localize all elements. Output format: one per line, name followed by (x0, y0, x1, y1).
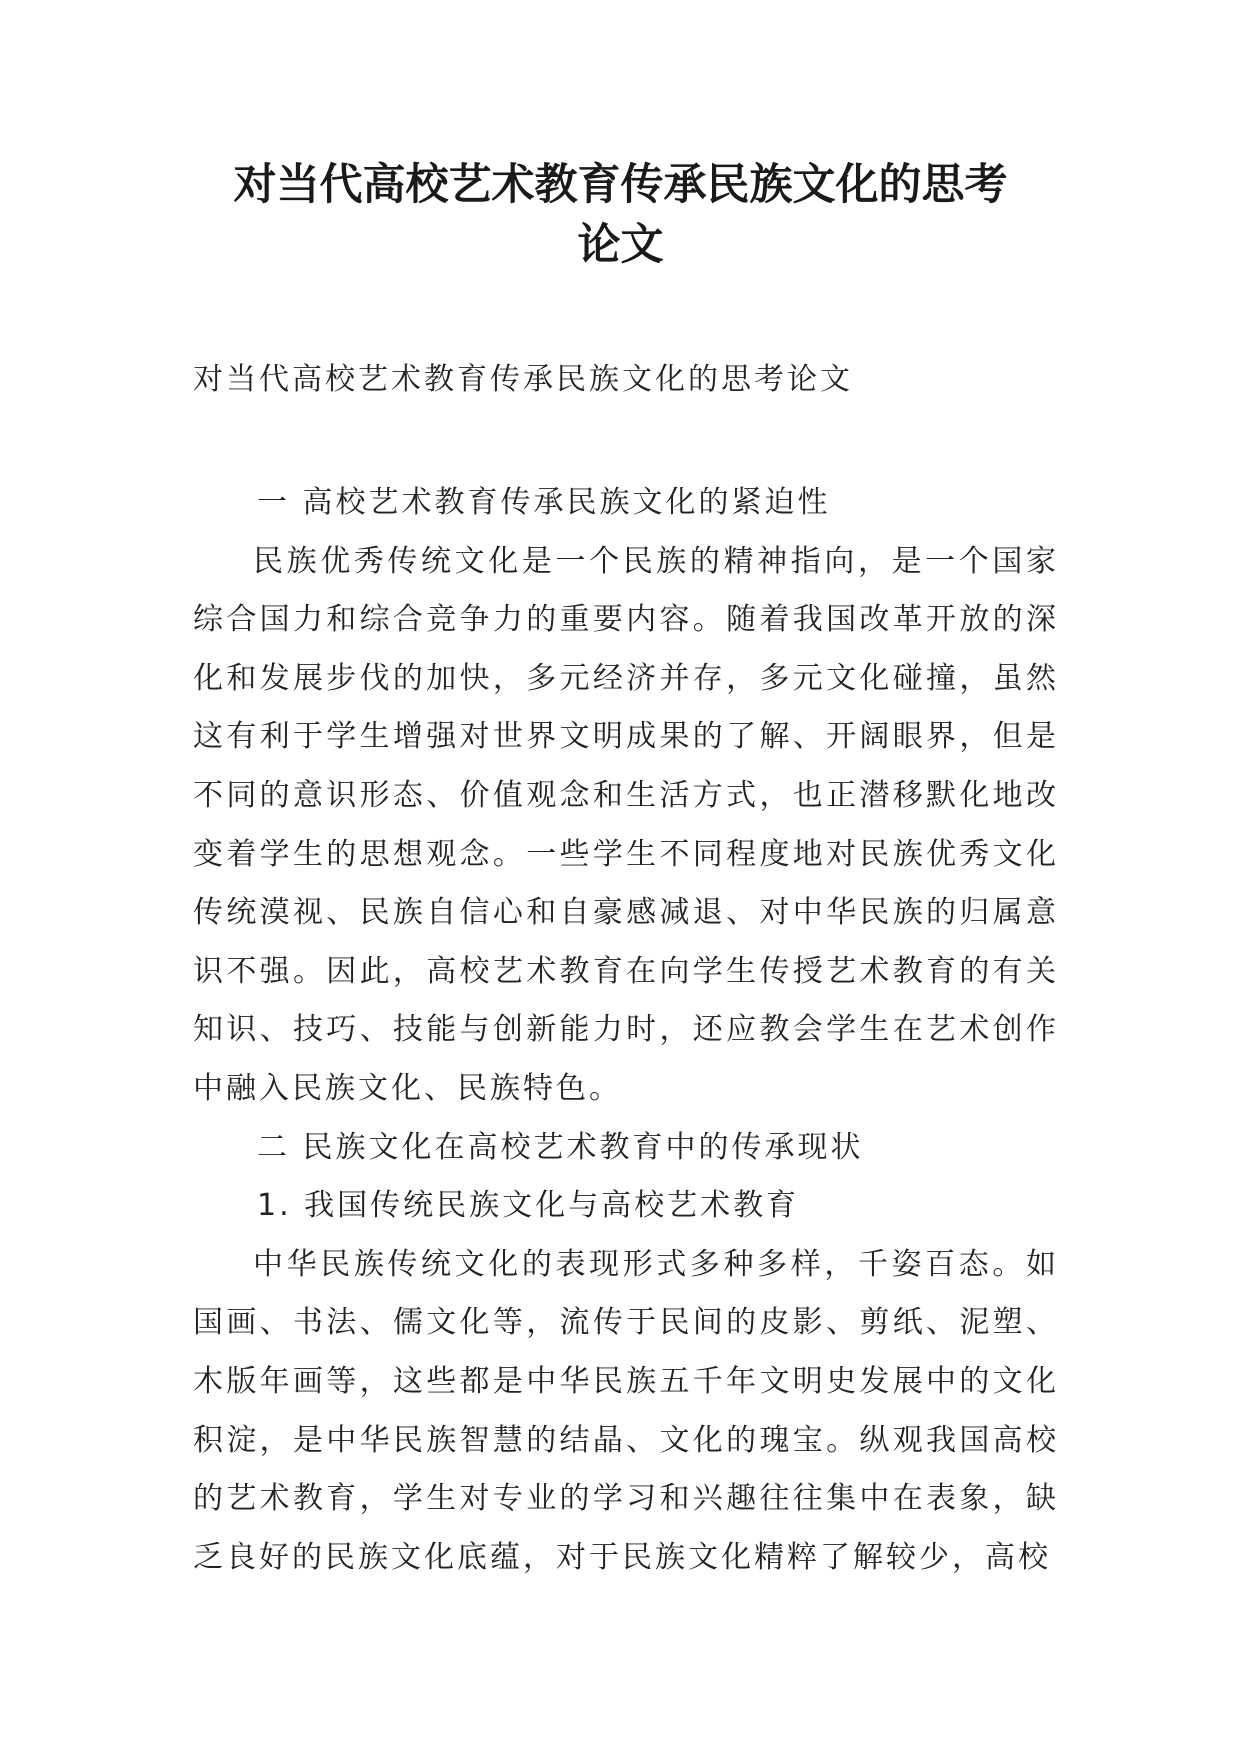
subsection-heading-2-1: 1. 我国传统民族文化与高校艺术教育 (257, 1188, 800, 1224)
section-heading-2: 二 民族文化在高校艺术教育中的传承现状 (257, 1129, 864, 1165)
section-heading-1: 一 高校艺术教育传承民族文化的紧迫性 (257, 485, 831, 520)
document-title-line1: 对当代高校艺术教育传承民族文化的思考 (233, 160, 1008, 210)
document-subtitle: 对当代高校艺术教育传承民族文化的思考论文 (193, 362, 853, 397)
document-body (193, 474, 1059, 1587)
document-title-line2: 论文 (577, 220, 664, 270)
paragraph-2: 中华民族传统文化的表现形式多种多样，千姿百态。如国画、书法、儒文化等，流传于民间的皮影、剪纸、泥塑、木版年画等，这些都是中华民族五千年文明史发展中的文化积淀，是中华民族智慧的结晶、文化的瑰宝。纵观我国高校的艺术教育，学生对专业的学习和兴趣往往集中在表象，缺乏良好的民族文化底蕴，对于民族文化精粹了解较少，高校 (193, 1246, 1059, 1575)
paragraph-1: 民族优秀传统文化是一个民族的精神指向，是一个国家综合国力和综合竞争力的重要内容。随着我国改革开放的深化和发展步伐的加快，多元经济并存，多元文化碰撞，虽然这有利于学生增强对世界文明成果的了解、开阔眼界，但是不同的意识形态、价值观念和生活方式，也正潜移默化地改变着学生的思想观念。一些学生不同程度地对民族优秀文化传统漠视、民族自信心和自豪感减退、对中华民族的归属意识不强。因此，高校艺术教育在向学生传授艺术教育的有关知识、技巧、技能与创新能力时，还应教会学生在艺术创作中融入民族文化、民族特色。 (193, 543, 1059, 1106)
